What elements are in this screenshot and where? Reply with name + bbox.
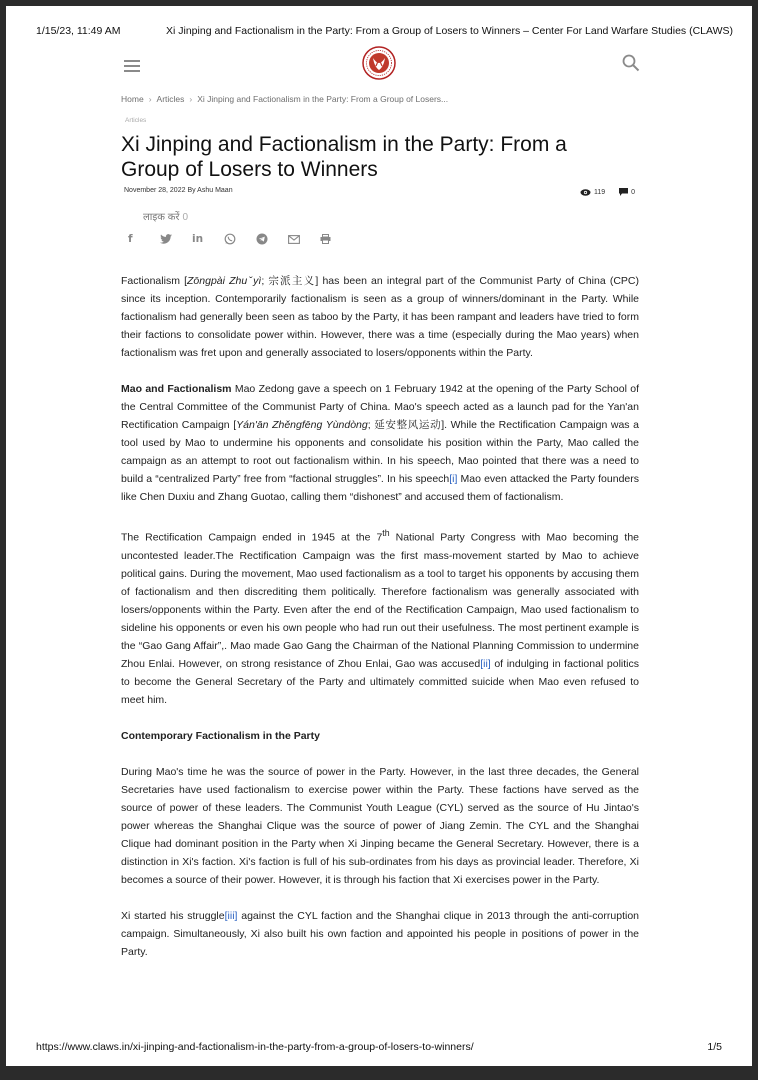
print-datetime: 1/15/23, 11:49 AM: [36, 25, 121, 37]
section-heading: Contemporary Factionalism in the Party: [121, 729, 320, 742]
paragraph: Xi started his struggle[iii] against the CYL faction and the Shanghai clique in 2013 through the anti-corruption campaign. Simultaneously, Xi also built his own faction and appointed his people in positions of power in the Party.: [121, 909, 639, 958]
linkedin-icon[interactable]: in: [192, 233, 204, 245]
email-icon[interactable]: [288, 232, 320, 246]
article-date: November 28, 2022: [124, 187, 186, 194]
telegram-icon[interactable]: [256, 232, 288, 246]
chevron-right-icon: ›: [189, 94, 193, 104]
comment-icon[interactable]: [619, 188, 628, 196]
article-title: Xi Jinping and Factionalism in the Party: From a Group of Losers to Winners: [121, 133, 567, 181]
print-page-title: Xi Jinping and Factionalism in the Party: From a Group of Losers to Winners – Center For Land Warfare Studies (CLAWS): [166, 25, 734, 37]
paragraph: Factionalism [Zōngpài Zhuˇyì; 宗派主义] has been an integral part of the Communist Party of China (CPC) since its inception. Contemporarily factionalism is seen as a group of winners/dominant in the Party. While factionalism had generally been seen as taboo by the Party, it has been rampant and leaders have tried to form their factions to consolidate power within. However, there was a time (especially during the Mao years) when factionalism was fret upon and generally associated to losers/opponents within the Party.: [121, 275, 639, 359]
article-stats: [580, 188, 647, 198]
print-page-number: 1/5: [707, 1041, 722, 1053]
category-label[interactable]: Articles: [125, 117, 147, 124]
like-count: 0: [182, 212, 189, 223]
view-count: 119: [594, 189, 606, 196]
whatsapp-icon[interactable]: [224, 232, 256, 246]
footnote-link[interactable]: [ii]: [480, 657, 491, 670]
print-icon[interactable]: [320, 232, 352, 246]
comment-count[interactable]: 0: [631, 188, 636, 196]
article-author[interactable]: Ashu Maan: [197, 187, 233, 194]
hamburger-icon[interactable]: [124, 60, 140, 72]
paragraph: During Mao's time he was the source of power in the Party. However, in the last three decades, the General Secretaries have used factionalism to exercise power within the Party. These factions have served as the source of power of these leaders. The Communist Youth League (CYL) served as the source of Hu Jintao's power whereas the Shanghai Clique was the source of power of Jiang Zemin. The CYL and the Shanghai Clique had dominant position in the Party when Xi Jinping became the General Secretary. However, there is a distinction in Xi's faction. Xi's faction is full of his sub-ordinates from his days as provincial leader. Therefore, Xi becomes a source of their power. However, it is through his faction that Xi exercises power in the Party.: [121, 765, 639, 886]
article-body: [121, 272, 639, 979]
claws-logo-icon[interactable]: [362, 46, 396, 80]
site-header: [120, 46, 640, 86]
breadcrumb-home[interactable]: Home: [121, 94, 144, 104]
facebook-icon[interactable]: f: [128, 233, 133, 245]
breadcrumb-articles[interactable]: Articles: [156, 94, 185, 104]
paragraph: The Rectification Campaign ended in 1945 at the 7th National Party Congress with Mao becoming the uncontested leader.The Rectification Campaign was the first mass-movement started by Mao to achieve political gains. During the movement, Mao used factionalism as a tool to target his opponents by accusing them of factionalism and then discrediting them politically. Therefore factionalism was generally associated with losers/opponents within the Party. Even after the end of the Rectification Campaign, Mao used factionalism to sideline his opponents or even his own people who had run out their usefulness. The most pertinent example is the “Gao Gang Affair”,. Mao made Gao Gang the Chairman of the National Planning Commission to undermine Zhou Enlai. However, on strong resistance of Zhou Enlai, Gao was accused[ii] of indulging in factional politics to become the General Secretary of the Party and ultimately committed suicide when Mao even refused to meet him.: [121, 528, 639, 706]
breadcrumb: [121, 94, 448, 104]
footnote-link[interactable]: [iii]: [224, 909, 238, 922]
section-heading: Mao and Factionalism: [121, 383, 232, 395]
eye-icon: [580, 189, 591, 196]
print-url[interactable]: https://www.claws.in/xi-jinping-and-factionalism-in-the-party-from-a-group-of-losers-to-winners/: [36, 1041, 474, 1053]
like-label: लाइक करें: [143, 212, 180, 223]
footnote-link[interactable]: [i]: [449, 473, 458, 485]
print-page: [6, 6, 752, 1066]
pinyin-term: Zōngpài Zhuˇyì: [187, 275, 262, 287]
article-meta: [124, 187, 233, 194]
by-label: By: [187, 187, 196, 194]
twitter-icon[interactable]: [160, 232, 192, 246]
chevron-right-icon: ›: [148, 94, 152, 104]
paragraph: Mao and Factionalism Mao Zedong gave a speech on 1 February 1942 at the opening of the Party School of the Central Committee of the Communist Party of China. Mao's speech acted as a launch pad for the Yan'an Rectification Campaign [Yán'ān Zhěngfēng Yùndòng; 延安整风运动]. While the Rectification Campaign was a tool used by Mao to undermine his opponents and consolidate his position within the Party, Mao called the campaign as an attempt to root out factionalism within. In his speech, Mao pointed that there was a need to build a “centralized Party” free from “factional struggles”. In his speech[i] Mao even attacked the Party founders like Chen Duxiu and Zhang Guotao, calling them “dishonest” and accused them of factionalism.: [121, 383, 639, 503]
search-icon[interactable]: [622, 54, 640, 72]
like-button[interactable]: [143, 209, 188, 223]
breadcrumb-current: Xi Jinping and Factionalism in the Party: From a Group of Losers...: [197, 94, 449, 104]
pinyin-term: Yán'ān Zhěngfēng Yùndòng: [236, 419, 368, 431]
share-bar: [128, 232, 352, 246]
